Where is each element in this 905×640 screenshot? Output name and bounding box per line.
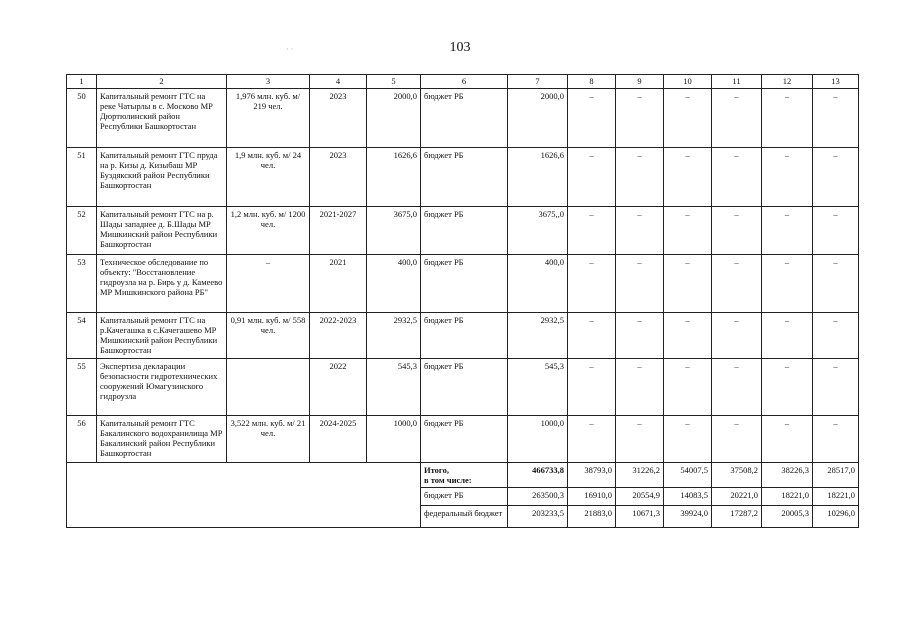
rb-value: 263500,3 [508, 488, 568, 506]
row-number: 50 [67, 89, 97, 148]
period: 2021-2027 [310, 207, 367, 255]
row-number: 53 [67, 255, 97, 313]
year-amount: – [616, 255, 664, 313]
total-amount: 2000,0 [367, 89, 421, 148]
year-amount: – [712, 148, 762, 207]
column-header: 6 [421, 75, 508, 89]
year-amount: – [762, 416, 813, 463]
table-row [67, 313, 859, 359]
column-header: 10 [664, 75, 712, 89]
capacity: 3,522 млн. куб. м/ 21 чел. [227, 416, 310, 463]
object-name: Капитальный ремонт ГТС на р. Шады западнее д. Б.Шады МР Мишкинский район Республики Башкортостан [97, 207, 227, 255]
year-amount: – [616, 313, 664, 359]
rb-value: 18221,0 [762, 488, 813, 506]
object-name: Экспертиза декларации безопасности гидротехнических сооружений Юмагузинского гидроузла [97, 359, 227, 416]
period: 2023 [310, 89, 367, 148]
federal-value: 39924,0 [664, 506, 712, 528]
year-amount: – [712, 359, 762, 416]
column-header: 5 [367, 75, 421, 89]
row-number: 54 [67, 313, 97, 359]
capacity: – [227, 255, 310, 313]
year-amount: – [712, 89, 762, 148]
year-amount: – [664, 359, 712, 416]
total-amount: 1000,0 [367, 416, 421, 463]
total-value: 31226,2 [616, 463, 664, 488]
capacity: 1,2 млн. куб. м/ 1200 чел. [227, 207, 310, 255]
column-header: 8 [568, 75, 616, 89]
year-amount: – [762, 207, 813, 255]
rb-value: 20221,0 [712, 488, 762, 506]
year-amount: 3675,,0 [508, 207, 568, 255]
rb-value: 18221,0 [813, 488, 859, 506]
year-amount: – [568, 207, 616, 255]
funding-source: бюджет РБ [421, 207, 508, 255]
year-amount: 545,3 [508, 359, 568, 416]
rb-value: 20554,9 [616, 488, 664, 506]
year-amount: – [664, 416, 712, 463]
table-row [67, 89, 859, 148]
row-number: 52 [67, 207, 97, 255]
table-row [67, 207, 859, 255]
year-amount: 1000,0 [508, 416, 568, 463]
column-header: 7 [508, 75, 568, 89]
year-amount: – [616, 359, 664, 416]
year-amount: – [762, 313, 813, 359]
funding-source: бюджет РБ [421, 416, 508, 463]
year-amount: – [616, 207, 664, 255]
row-number: 51 [67, 148, 97, 207]
funding-source: бюджет РБ [421, 359, 508, 416]
period: 2022 [310, 359, 367, 416]
year-amount: – [616, 416, 664, 463]
column-header: 3 [227, 75, 310, 89]
year-amount: – [712, 313, 762, 359]
total-amount: 1626,6 [367, 148, 421, 207]
total-amount: 400,0 [367, 255, 421, 313]
year-amount: – [568, 255, 616, 313]
rb-value: 14083,5 [664, 488, 712, 506]
capacity: 1,9 млн. куб. м/ 24 чел. [227, 148, 310, 207]
year-amount: 2000,0 [508, 89, 568, 148]
year-amount: – [813, 359, 859, 416]
year-amount: 2932,5 [508, 313, 568, 359]
funding-source: бюджет РБ [421, 255, 508, 313]
year-amount: – [762, 255, 813, 313]
header-row [67, 75, 859, 89]
year-amount: – [616, 89, 664, 148]
table-row [67, 148, 859, 207]
year-amount: – [664, 148, 712, 207]
capacity: 0,91 млн. куб. м/ 558 чел. [227, 313, 310, 359]
federal-value: 10296,0 [813, 506, 859, 528]
totals-label: Итого, в том числе: [421, 463, 508, 488]
object-name: Капитальный ремонт ГТС на р.Качегашка в с.Качегашево МР Мишкинский район Республики Башкортостан [97, 313, 227, 359]
year-amount: – [813, 313, 859, 359]
total-value: 38793,0 [568, 463, 616, 488]
total-amount: 2932,5 [367, 313, 421, 359]
object-name: Капитальный ремонт ГТС Бакалинского водохранилища МР Бакалинский район Республики Башкортостан [97, 416, 227, 463]
year-amount: – [568, 148, 616, 207]
year-amount: – [813, 255, 859, 313]
year-amount: – [712, 255, 762, 313]
federal-value: 10671,3 [616, 506, 664, 528]
rb-value: 16910,0 [568, 488, 616, 506]
year-amount: – [813, 207, 859, 255]
year-amount: – [616, 148, 664, 207]
year-amount: – [813, 148, 859, 207]
funding-source: бюджет РБ [421, 89, 508, 148]
year-amount: – [813, 89, 859, 148]
column-header: 2 [97, 75, 227, 89]
object-name: Капитальный ремонт ГТС пруда на р. Кизы д. Кизыбаш МР Буздякский район Республики Башкортостан [97, 148, 227, 207]
total-value: 37508,2 [712, 463, 762, 488]
object-name: Техническое обследование по объекту: "Восстановление гидроузла на р. Бирь у д. Камеево МР Мишкинского района РБ" [97, 255, 227, 313]
total-value: 28517,0 [813, 463, 859, 488]
page-number: 103 [449, 40, 471, 55]
period: 2022-2023 [310, 313, 367, 359]
column-header: 13 [813, 75, 859, 89]
totals-row [67, 463, 859, 488]
year-amount: – [568, 359, 616, 416]
total-value: 466733,8 [508, 463, 568, 488]
table-row [67, 359, 859, 416]
federal-value: 17287,2 [712, 506, 762, 528]
column-header: 4 [310, 75, 367, 89]
period: 2024-2025 [310, 416, 367, 463]
row-number: 56 [67, 416, 97, 463]
year-amount: – [568, 416, 616, 463]
table-row [67, 416, 859, 463]
year-amount: – [664, 313, 712, 359]
capacity: 1,976 млн. куб. м/ 219 чел. [227, 89, 310, 148]
capacity [227, 359, 310, 416]
federal-budget-label: федеральный бюджет [421, 506, 508, 528]
total-amount: 545,3 [367, 359, 421, 416]
period: 2021 [310, 255, 367, 313]
row-number: 55 [67, 359, 97, 416]
scan-speck: · · [286, 45, 294, 54]
program-table [66, 74, 859, 528]
table-row [67, 255, 859, 313]
rb-budget-label: бюджет РБ [421, 488, 508, 506]
period: 2023 [310, 148, 367, 207]
year-amount: – [664, 207, 712, 255]
federal-value: 21883,0 [568, 506, 616, 528]
year-amount: – [664, 255, 712, 313]
federal-value: 203233,5 [508, 506, 568, 528]
year-amount: 1626,6 [508, 148, 568, 207]
year-amount: – [712, 416, 762, 463]
year-amount: – [762, 89, 813, 148]
object-name: Капитальный ремонт ГТС на реке Чатырлы в с. Москово МР Дюртюлинский район Республики Башкортостан [97, 89, 227, 148]
year-amount: – [712, 207, 762, 255]
totals-blank-cell [67, 463, 421, 528]
funding-source: бюджет РБ [421, 313, 508, 359]
year-amount: – [813, 416, 859, 463]
year-amount: 400,0 [508, 255, 568, 313]
total-amount: 3675,0 [367, 207, 421, 255]
funding-source: бюджет РБ [421, 148, 508, 207]
year-amount: – [568, 313, 616, 359]
year-amount: – [568, 89, 616, 148]
column-header: 11 [712, 75, 762, 89]
federal-value: 20005,3 [762, 506, 813, 528]
year-amount: – [762, 359, 813, 416]
column-header: 9 [616, 75, 664, 89]
total-value: 54007,5 [664, 463, 712, 488]
year-amount: – [762, 148, 813, 207]
column-header: 1 [67, 75, 97, 89]
total-value: 38226,3 [762, 463, 813, 488]
year-amount: – [664, 89, 712, 148]
column-header: 12 [762, 75, 813, 89]
